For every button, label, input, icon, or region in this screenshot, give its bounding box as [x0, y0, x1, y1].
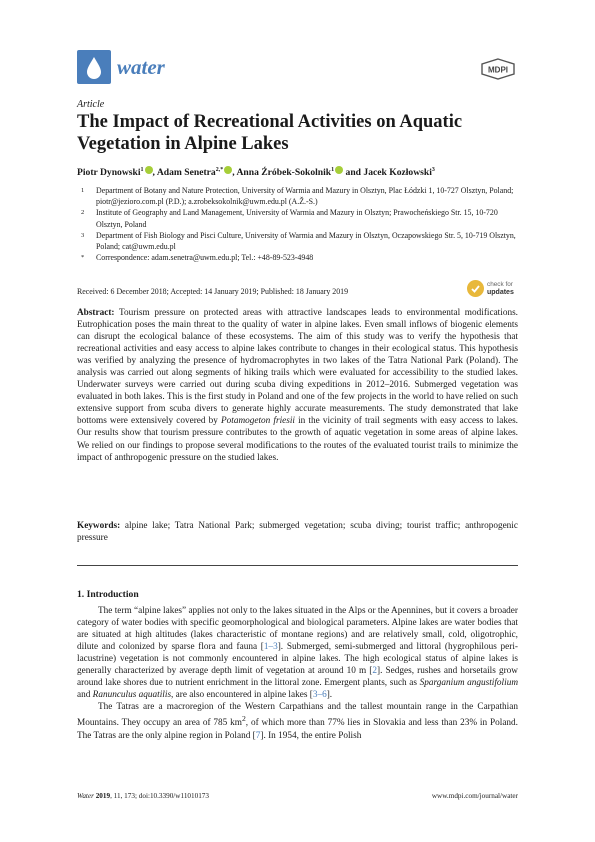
affiliation-number: 2 [81, 209, 85, 217]
journal-name: water [117, 55, 165, 79]
abstract-text: Tourism pressure on protected areas with attractive landscapes leads to environmental modifications. Eutrophication poses the main threat to the quality of water in alpine lakes. Even small inflows of biogenic elements can disrupt the ecological balance of these ecosystems. The aim of this study was to verify the hypothesis that recreational activities and easy access to alpine lakes contribute to changes in their ecological status. This hypothesis was verified by analyzing the presence of hydromacrophytes in two lakes of the Tatra National Park (Poland). The analysis was carried out along segments of hiking trails which were evaluated for accessibility to the studied lakes. Underwater surveys were carried out during scuba diving expeditions in 2012–2016. Submerged vegetation was evaluated in both lakes. This is the first study in Poland and one of the few projects in the world to have relied on such extensive support from scuba divers to generate highly accurate measurements. The study demonstrated that lake bottoms were extensively covered by [77, 308, 518, 427]
paragraph-text: The Tatras are a macroregion of the Western Carpathians and the tallest mountain range in the Carpathian Mountains. They occupy an area of 785 km [77, 702, 518, 729]
affiliation-text: Department of Fish Biology and Pisci Culture, University of Warmia and Mazury in Olsztyn, Oczapowskiego Str. 5, 10-719 Olsztyn, Poland; cat@uwm.edu.pl [96, 230, 516, 252]
footer-citation [77, 792, 209, 800]
author-separator: , [232, 167, 237, 178]
affiliation-number: 1 [81, 187, 85, 194]
author-separator: , [152, 167, 157, 178]
author-affiliation-mark: 1 [331, 166, 335, 173]
author-list [77, 166, 435, 178]
author-name[interactable]: Jacek Kozłowski [363, 167, 432, 178]
footer-url[interactable]: www.mdpi.com/journal/water [431, 792, 518, 800]
affiliation-item [77, 185, 517, 207]
author-affiliation-mark: 3 [431, 166, 435, 173]
affiliation-number: * [81, 254, 85, 262]
paragraph-text: , are also encountered in alpine lakes [ [171, 690, 313, 701]
author-name[interactable]: Anna Źróbek-Sokolnik [236, 167, 332, 178]
mdpi-logo-icon [479, 58, 517, 80]
author-name[interactable]: Piotr Dynowski [77, 167, 141, 178]
footer-year: 2019 [95, 792, 111, 800]
check-updates-label: check for [487, 281, 513, 288]
affiliation-list [77, 185, 517, 263]
paragraph-text: The term “alpine lakes” applies not only to the lakes situated in the Alps or the Apennines, but it covers a broader category of water bodies with specific geomorphological and biological parameters. Alpine lakes are water bodies that are situated at high altitudes (lakes characteristic of montane regions) and are relatively small, cold, oligotrophic, dilute and colonized by sparse flora and fauna [ [77, 606, 518, 653]
affiliation-text: Department of Botany and Nature Protection, University of Warmia and Mazury in Olsztyn, Plac Łódzki 1, 10-727 Olsztyn, Poland; piotr@jezioro.com.pl (P.D.); a.zrobeksokolnik@uwm.edu.pl (A.Ž.-S.) [96, 186, 514, 207]
paragraph-text: ]. Submerged, semi-submerged and littoral (hygrophilous peri-lacustrine) vegetation is not commonly encountered in alpine lakes. The high ecological status of alpine lakes is generally characterized by average depth limit of vegetation at around 10 m [ [77, 642, 518, 677]
orcid-icon[interactable] [335, 166, 343, 174]
article-title: The Impact of Recreational Activities on Aquatic Vegetation in Alpine Lakes [77, 112, 463, 154]
check-updates-label-bold: updates [487, 289, 514, 296]
orcid-icon[interactable] [224, 166, 232, 174]
affiliation-item [77, 230, 517, 252]
paragraph [77, 701, 518, 741]
section-divider [77, 565, 518, 566]
journal-logo-icon [77, 50, 111, 84]
article-type: Article [77, 99, 105, 110]
abstract [77, 307, 518, 464]
orcid-icon[interactable] [145, 166, 153, 174]
paragraph-text: ]. Sedges, rushes and horsetails grow around lake shores due to nutrient enrichment in the littoral zone. Emergent plants, such as [77, 666, 518, 689]
species-name: Sparganium angustifolium [419, 678, 518, 689]
abstract-label: Abstract: [77, 308, 115, 318]
publication-dates: Received: 6 December 2018; Accepted: 14 January 2019; Published: 18 January 2019 [77, 287, 349, 296]
paragraph [77, 605, 518, 701]
affiliation-item [77, 252, 517, 263]
citation-link[interactable]: 7 [255, 730, 261, 741]
affiliation-item [77, 207, 517, 229]
section-heading: 1. Introduction [77, 589, 139, 600]
citation-link[interactable]: 3–6 [312, 690, 327, 701]
species-name: Ranunculus aquatilis [92, 690, 172, 701]
introduction-body [77, 605, 518, 742]
species-name: Potamogeton friesii [220, 416, 295, 427]
abstract-text: in the vicinity of trail segments with easy access to lakes. Our results show that tourism pressure contributes to the growth of aquatic vegetation in some areas of alpine lakes. We relied on our findings to propose several modifications to the routes of the evaluated tourist trails to minimize the impact of anthropogenic pressure on the studied lakes. [77, 416, 518, 463]
paragraph-text: , of which more than 77% lies in Slovakia and less than 23% in Poland. The Tatras are the only alpine region in Poland [ [77, 718, 518, 741]
check-updates-icon [467, 280, 484, 297]
citation-link[interactable]: 1–3 [263, 642, 278, 653]
footer-journal: Water [77, 792, 94, 800]
paragraph-text: ]. In 1954, the entire Polish [260, 730, 362, 741]
footer-doi: , 11, 173; doi:10.3390/w11010173 [110, 792, 209, 800]
paragraph-text: and [77, 690, 93, 701]
keywords-text: alpine lake; Tatra National Park; submerged vegetation; scuba diving; tourist traffic; anthropogenic pressure [77, 521, 518, 544]
check-for-updates-badge[interactable] [467, 280, 519, 304]
author-name[interactable]: Adam Senetra [156, 167, 216, 178]
author-affiliation-mark: 2,* [215, 166, 224, 173]
affiliation-text: Correspondence: adam.senetra@uwm.edu.pl; Tel.: +48-89-523-4948 [96, 253, 314, 263]
keywords-label: Keywords: [77, 521, 121, 531]
superscript: 2 [241, 714, 246, 724]
affiliation-text: Institute of Geography and Land Management, University of Warmia and Mazury in Olsztyn; Prawocheńskiego Str. 15, 10-720 Olsztyn, Poland [96, 208, 498, 229]
affiliation-number: 3 [81, 231, 85, 239]
author-separator: and [343, 167, 364, 178]
paragraph-text: ]. [326, 690, 333, 701]
mdpi-logo-text: MDPI [488, 65, 508, 75]
citation-link[interactable]: 2 [372, 666, 377, 677]
author-affiliation-mark: 1 [140, 166, 144, 173]
keywords [77, 520, 518, 544]
